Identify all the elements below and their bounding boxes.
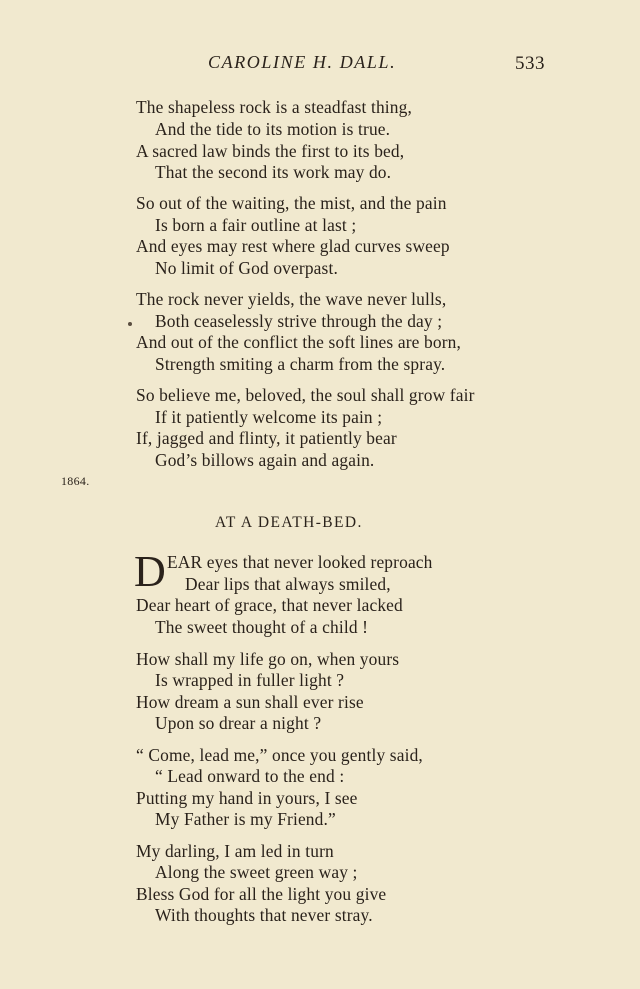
poem-line: “ Come, lead me,” once you gently said, xyxy=(136,745,423,765)
poem-line: The shapeless rock is a steadfast thing, xyxy=(136,97,412,117)
poem-line: My darling, I am led in turn xyxy=(136,841,334,861)
poem-line: Upon so drear a night ? xyxy=(155,713,322,733)
poem-line: And eyes may rest where glad curves sweep xyxy=(136,236,450,256)
poem-line: That the second its work may do. xyxy=(155,162,392,182)
poem-title: AT A DEATH-BED. xyxy=(215,514,363,531)
poem-line: Bless God for all the light you give xyxy=(136,884,387,904)
poem-line: The rock never yields, the wave never lulls, xyxy=(136,289,447,309)
poem-line: My Father is my Friend.” xyxy=(155,809,336,829)
poem-line: EAR eyes that never looked reproach xyxy=(167,552,433,572)
poem-line: Along the sweet green way ; xyxy=(155,862,358,882)
poem-line: Putting my hand in yours, I see xyxy=(136,788,358,808)
poem-line: “ Lead onward to the end : xyxy=(155,766,345,786)
drop-cap: D xyxy=(134,547,166,596)
running-head: CAROLINE H. DALL. xyxy=(208,52,397,72)
poem-line: So out of the waiting, the mist, and the pain xyxy=(136,193,447,213)
poem-line: If it patiently welcome its pain ; xyxy=(155,407,383,427)
poem-line: With thoughts that never stray. xyxy=(155,905,373,925)
stray-mark xyxy=(128,322,132,326)
poem-line: How dream a sun shall ever rise xyxy=(136,692,364,712)
poem-line: A sacred law binds the first to its bed, xyxy=(136,141,405,161)
poem-line: And out of the conflict the soft lines are born, xyxy=(136,332,461,352)
poem-date: 1864. xyxy=(61,474,90,488)
page-number: 533 xyxy=(515,53,545,74)
poem-line: God’s billows again and again. xyxy=(155,450,375,470)
poem-line: The sweet thought of a child ! xyxy=(155,617,369,637)
poem-line: And the tide to its motion is true. xyxy=(155,119,391,139)
poem-line: Dear heart of grace, that never lacked xyxy=(136,595,403,615)
poem-line: So believe me, beloved, the soul shall grow fair xyxy=(136,385,475,405)
poem-line: No limit of God overpast. xyxy=(155,258,338,278)
poem-line: Is born a fair outline at last ; xyxy=(155,215,357,235)
poem-line: Dear lips that always smiled, xyxy=(185,574,391,594)
poem-line: Strength smiting a charm from the spray. xyxy=(155,354,446,374)
poem-line: How shall my life go on, when yours xyxy=(136,649,400,669)
poem-line: Both ceaselessly strive through the day ; xyxy=(155,311,443,331)
poem-line: If, jagged and flinty, it patiently bear xyxy=(136,428,397,448)
poem-line: Is wrapped in fuller light ? xyxy=(155,670,345,690)
